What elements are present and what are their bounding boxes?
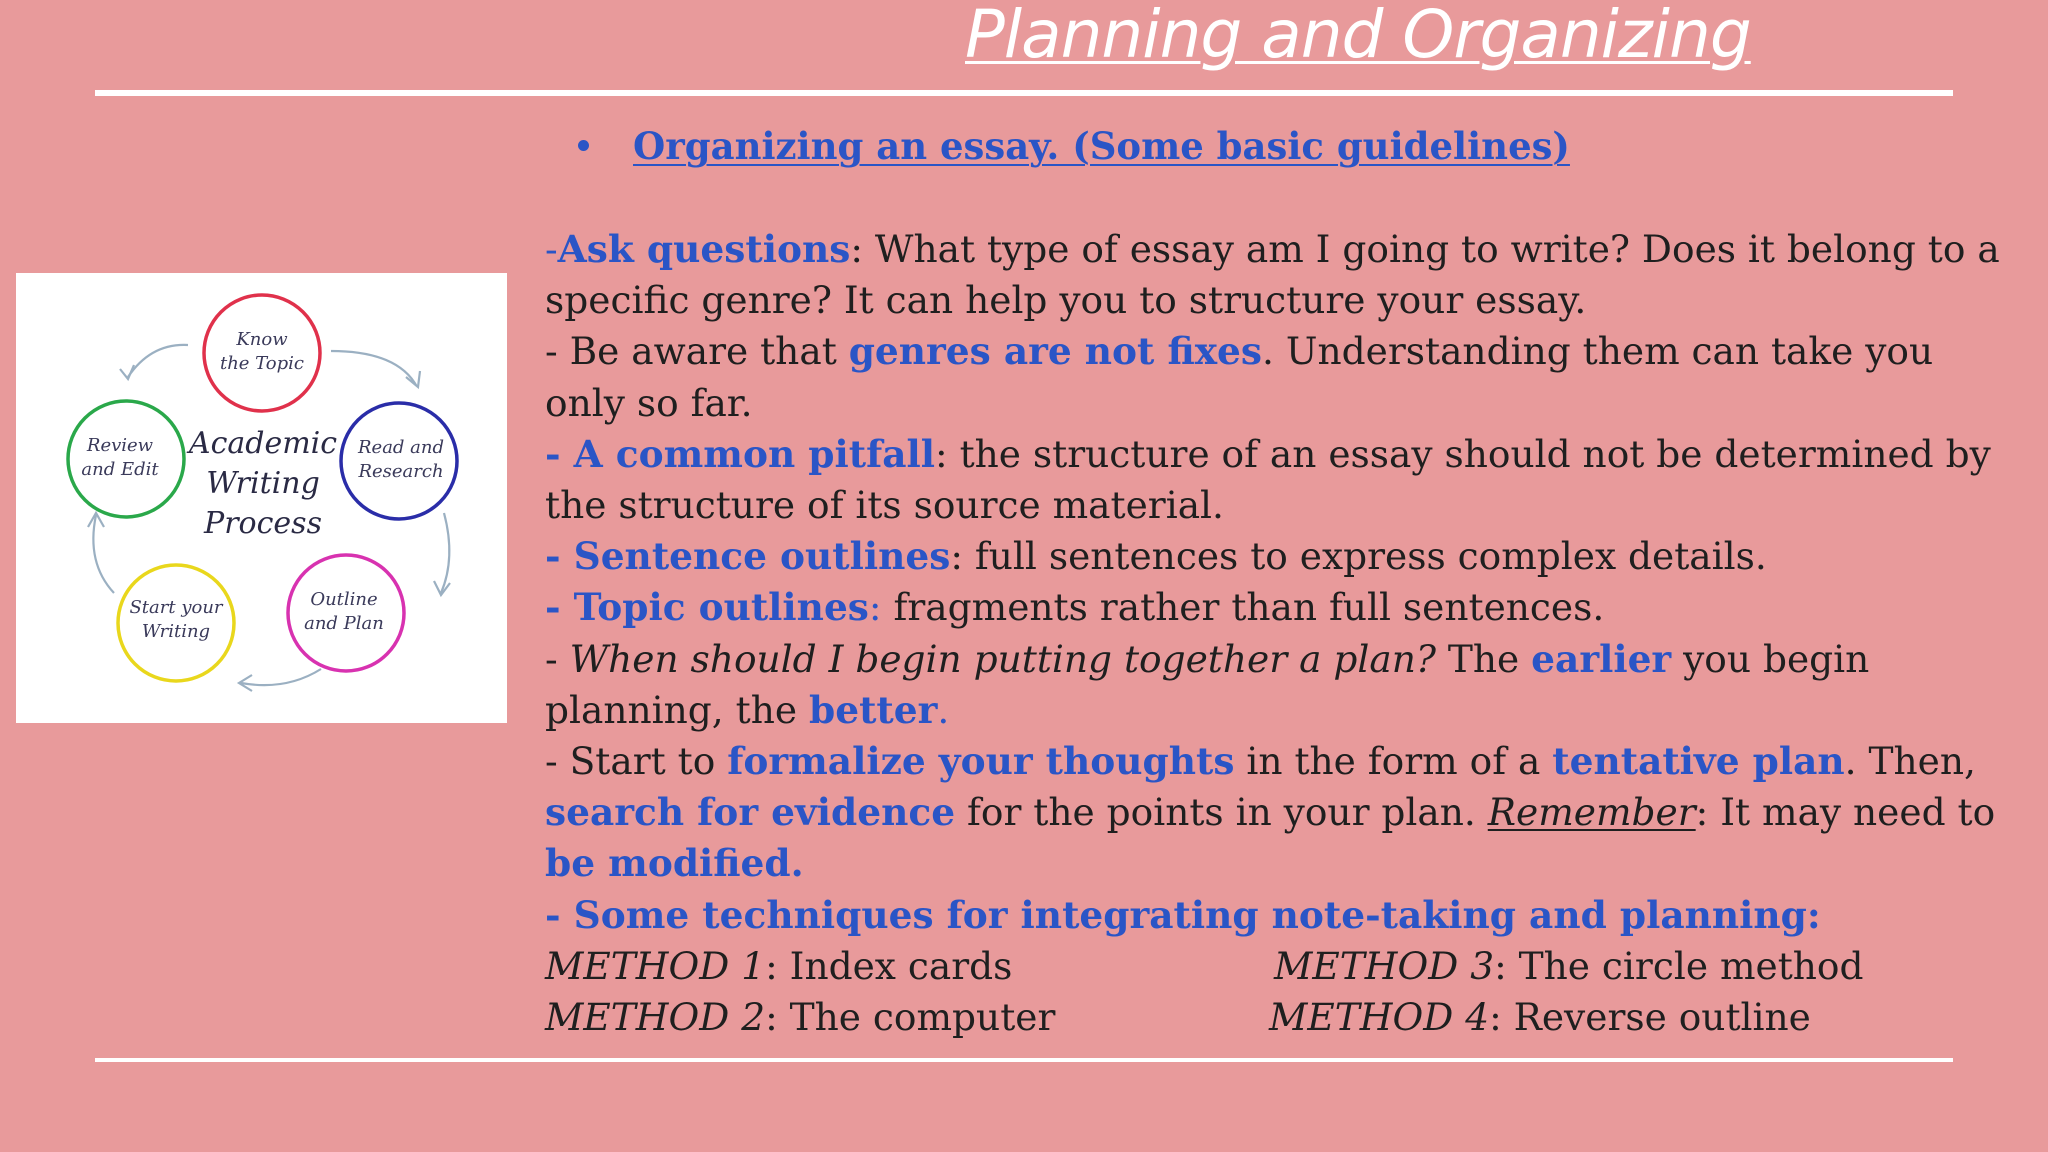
method-item [1269, 992, 1811, 1043]
step-review-line1: Review [86, 435, 154, 456]
method-item [545, 992, 1055, 1043]
step-read-line2: Research [358, 461, 444, 482]
guideline-text: in the form of a [1234, 739, 1553, 784]
method-text: : Index cards [765, 943, 1013, 988]
keyword-be-modified: be modified. [545, 841, 804, 886]
guideline-text: you begin planning, the [545, 636, 1870, 732]
step-outline-line2: and Plan [304, 613, 384, 634]
top-divider [95, 90, 1953, 96]
arrow-outline-to-start [241, 669, 321, 685]
center-label-line3: Process [204, 506, 322, 541]
methods-list [545, 941, 2005, 1043]
bullet-icon [578, 140, 589, 151]
center-label-line2: Writing [206, 466, 320, 501]
guideline-techniques [545, 890, 2005, 941]
guideline-genres [545, 326, 2005, 428]
method-label: METHOD 3 [1274, 943, 1495, 988]
method-text: : The computer [765, 994, 1056, 1039]
guideline-text: - [545, 636, 570, 681]
keyword-better: better [808, 687, 938, 732]
method-item [1274, 941, 1864, 992]
slide-title: Planning and Organizing [965, 0, 1751, 73]
step-read-line1: Read and [357, 437, 445, 458]
guideline-sentence-outlines [545, 531, 2005, 582]
keyword-tentative-plan: tentative plan [1552, 739, 1845, 784]
guideline-ask-questions [545, 224, 2005, 326]
colon-marker: : [868, 585, 882, 630]
keyword-sentence-outlines: - Sentence outlines [545, 534, 951, 579]
guideline-topic-outlines [545, 582, 2005, 633]
step-start-line1: Start your [129, 597, 223, 618]
remember-label: Remember [1487, 790, 1696, 835]
guideline-question: When should I begin putting together a plan? [569, 636, 1436, 681]
keyword-formalize: formalize your thoughts [727, 739, 1235, 784]
section-heading [578, 124, 1570, 168]
keyword-genres: genres are not fixes [848, 329, 1263, 374]
guideline-text: : What type of essay am I going to write? Does it belong to a specific genre? It can help you to structure your essay. [545, 227, 2000, 323]
method-label: METHOD 1 [545, 943, 766, 988]
arrow-know-to-read [331, 351, 416, 385]
guideline-formalize [545, 736, 2005, 890]
method-label: METHOD 4 [1269, 994, 1490, 1039]
guideline-text: - Be aware that [545, 329, 849, 374]
arrowhead-icon [120, 365, 134, 379]
step-know-line2: the Topic [219, 353, 305, 374]
section-heading-text: Organizing an essay. (Some basic guidelines) [633, 124, 1570, 168]
method-label: METHOD 2 [545, 994, 766, 1039]
keyword-earlier: earlier [1531, 636, 1672, 681]
keyword-search-evidence: search for evidence [545, 790, 956, 835]
arrow-review-to-know [128, 345, 188, 377]
keyword-common-pitfall: - A common pitfall [545, 431, 936, 476]
guideline-text: for the points in your plan. [955, 790, 1488, 835]
guidelines-body [545, 224, 2005, 1043]
step-know-line1: Know [236, 329, 288, 350]
guideline-text: fragments rather than full sentences. [881, 585, 1605, 630]
writing-process-svg [16, 273, 507, 723]
arrow-read-to-outline [441, 513, 449, 593]
guideline-text: The [1435, 636, 1532, 681]
guideline-text: : the structure of an essay should not be determined by the structure of its source material. [545, 431, 1991, 528]
guideline-text: : It may need to [1695, 790, 1996, 835]
keyword-topic-outlines: - Topic outlines [545, 585, 869, 630]
keyword-techniques: - Some techniques for integrating note-taking and planning: [545, 892, 1821, 937]
guideline-when-to-plan [545, 634, 2005, 736]
step-review-line2: and Edit [81, 459, 159, 480]
method-item [545, 941, 1012, 992]
guideline-text: . Understanding them can take you only so far. [545, 329, 1934, 425]
step-outline-line1: Outline [310, 589, 378, 610]
method-text: : The circle method [1494, 943, 1864, 988]
guideline-text: . Then, [1844, 739, 1976, 784]
center-label-line1: Academic [188, 426, 338, 461]
guideline-common-pitfall [545, 429, 2005, 531]
writing-process-diagram [16, 273, 507, 723]
keyword-ask-questions: Ask questions [557, 227, 851, 271]
step-start-line2: Writing [141, 621, 211, 642]
dash-marker: - [545, 227, 558, 271]
bottom-divider [95, 1058, 1953, 1062]
guideline-text: - Start to [545, 739, 728, 784]
method-text: : Reverse outline [1489, 994, 1811, 1039]
guideline-text: . [937, 687, 950, 732]
guideline-text: : full sentences to express complex details. [950, 534, 1767, 579]
